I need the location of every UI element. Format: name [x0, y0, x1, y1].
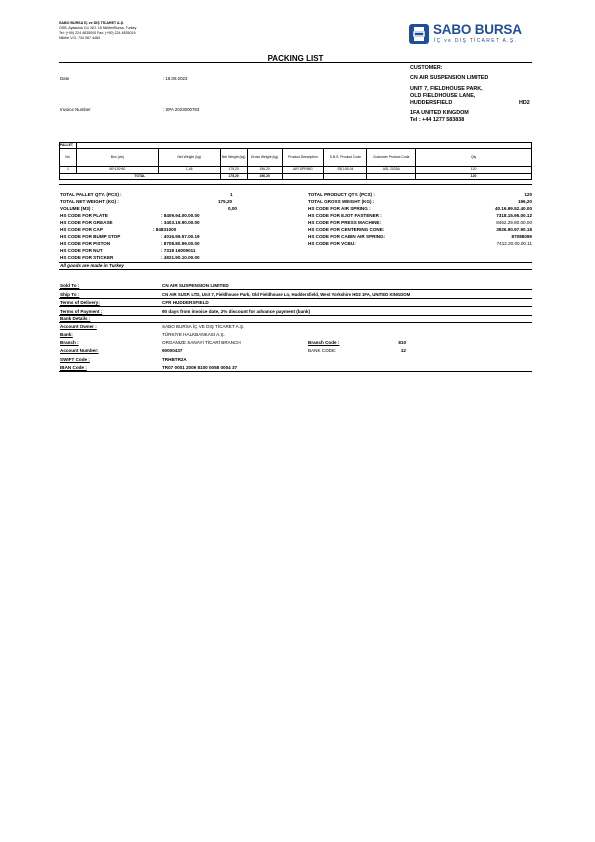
sabo-logo [408, 21, 534, 47]
date-value: : 18.09.2023 [163, 76, 188, 81]
cell-gross-weight: 196,20 [247, 167, 282, 174]
customer-name: CN AIR SUSPENSION LIMITED [410, 75, 489, 81]
branch-code-label: Branch Code : [308, 340, 340, 345]
branch-code-value: 810 [398, 340, 406, 345]
sold-to-label: Sold To : [60, 283, 80, 288]
hs-plate-value: : 8409.94.00.00.00 [161, 213, 200, 218]
bank-details-label: Bank Details : [60, 316, 91, 321]
total-label: TOTAL [60, 174, 221, 180]
cell-product-description: AIR SPRING [282, 167, 324, 174]
ship-to-label: Ship To : [60, 292, 80, 297]
table-row [60, 167, 532, 174]
hs-air-spring-value: 40.16.99.52.40.00 [494, 206, 532, 211]
swift-value: TRHBTR2A [162, 357, 187, 362]
iban-value: TR07 0001 2009 8100 0058 0004 37 [162, 365, 238, 370]
volume-value: 0,00 [228, 206, 237, 211]
product-qty-label: TOTAL PRODUCT QTY. (PCS) : [308, 192, 375, 197]
hs-ejot-label: HS CODE FOR EJOT FASTENER : [308, 213, 382, 218]
cell-net-weight: 175,20 [220, 167, 247, 174]
account-number-value: 90000437 [162, 348, 183, 353]
total-qty: 120 [416, 174, 532, 180]
sold-to-value: CN AIR SUSPENSION LIMITED [162, 283, 229, 288]
hs-sticker-value: : 4821.90.10.00.00 [161, 255, 200, 260]
payment-terms-value: 90 days from invoice date, 2% discount for advance payment (bank) [162, 309, 311, 314]
hs-ejot-value: 7318.15.95.00.12 [496, 213, 532, 218]
bank-code-value: 12 [400, 348, 406, 353]
total-gross: 196,20 [247, 174, 282, 180]
account-owner-value: SABO BURSA İÇ VE DIŞ TİCARET A.Ş. [162, 324, 245, 329]
cell-sbs-code: SB 105-04 [324, 167, 367, 174]
delivery-terms-label: Terms of Delivery: [60, 300, 100, 305]
iban-label: IBAN Code : [60, 365, 87, 370]
hs-cabin-value: 87088099 [511, 234, 532, 239]
branch-label: Branch : [60, 340, 79, 345]
invoice-value: : SPA 2023000783 [163, 107, 200, 112]
gross-weight-value: 196,20 [517, 199, 532, 204]
customer-postcode: HD2 [519, 100, 530, 106]
net-weight-label: TOTAL NET WEIGHT (KG) : [60, 199, 119, 204]
origin-note: All goods are made in Turkey [60, 263, 124, 268]
customer-heading: CUSTOMER: [410, 65, 443, 71]
cell-box: 80*120*60 [76, 167, 158, 174]
total-net: 175,20 [220, 174, 247, 180]
payment-terms-label: Terms of Payment : [60, 309, 103, 314]
hs-cap-value: : 84831000 [153, 227, 177, 232]
company-name: SABO BURSA İÇ ve DIŞ TİCARET A.Ş. [59, 21, 125, 25]
invoice-label: Invoice Number [60, 107, 91, 112]
customer-tel: Tel : +44 1277 583838 [410, 117, 465, 123]
net-weight-value: 175,20 [218, 199, 233, 204]
header-qty: Qty [416, 149, 532, 167]
customer-address-line3: HUDDERSFIELD [410, 100, 453, 106]
header-no: No. [60, 149, 77, 167]
hs-press-value: 8462.29.80.00.00 [496, 220, 532, 225]
hs-grease-value: : 3403.19.90.00.00 [161, 220, 200, 225]
product-qty-value: 120 [524, 192, 532, 197]
header-net-weight-unit: Net Weight (kg) [158, 149, 220, 167]
title-divider [59, 62, 532, 63]
cell-qty: 120 [416, 167, 532, 174]
date-label: Date [60, 76, 70, 81]
header-product-description: Product Description [282, 149, 324, 167]
delivery-terms-value: CFR HUDDERSFIELD [162, 300, 209, 305]
hs-bump-stop-value: : 4016.99.57.00.19 [161, 234, 200, 239]
header-customer-code: Customer Product Code [367, 149, 416, 167]
company-address: OSB, Ayasuluk Cd. NO: 16 Nilüfer/Bursa, Turkey [59, 26, 137, 30]
customer-address-line1: UNIT 7, FIELDHOUSE PARK, [410, 86, 483, 92]
customer-address-line4: 1FA UNITED KINGDOM [410, 110, 469, 116]
table-total-row [60, 174, 532, 180]
account-number-label: Account Number: [60, 348, 99, 353]
volume-label: VOLUME (M3) : [60, 206, 94, 211]
hs-centering-label: HS CODE FOR CENTERING CONE: [308, 227, 385, 232]
hs-piston-label: HS CODE FOR PISTON [60, 241, 111, 246]
hs-air-spring-label: HS CODE FOR AIR SPRING : [308, 206, 371, 211]
header-sbs-code: S.B.S. Product Code [324, 149, 367, 167]
swift-label: SWIFT Code : [60, 357, 90, 362]
bank-value: TÜRKİYE HALKBANKASI A.Ş. [162, 332, 225, 337]
logo-brand: SABO BURSA [433, 22, 522, 37]
packing-table [59, 142, 532, 180]
logo-mark-icon [408, 23, 430, 45]
hs-sticker-label: HS CODE FOR STICKER [60, 255, 114, 260]
pallet-label: PALLET [60, 143, 77, 149]
hs-nut-value: : 7318 16009011 [161, 248, 196, 253]
hs-press-label: HS CODE FOR PRESS MACHINE: [308, 220, 381, 225]
page-title: PACKING LIST [267, 54, 324, 63]
customer-address-line2: OLD FIELDHOUSE LANE, [410, 93, 476, 99]
header-box: Box (vw) [76, 149, 158, 167]
cell-customer-code: ASL 2025A [367, 167, 416, 174]
account-owner-label: Account Owner : [60, 324, 97, 329]
company-tax: Nilüfer V.D. 734 067 4484 [59, 36, 101, 40]
gross-weight-label: TOTAL GROSS WEIGHT (KG) : [308, 199, 375, 204]
cell-net-weight-unit: 1,46 [158, 167, 220, 174]
hs-piston-value: : 8708.80.99.00.00 [161, 241, 200, 246]
pallet-qty-value: 1 [230, 192, 233, 197]
logo-tagline: İÇ ve DIŞ TİCARET A.Ş. [434, 38, 518, 44]
hs-plate-label: HS CODE FOR PLATE [60, 213, 108, 218]
cell-no: 1 [60, 167, 77, 174]
hs-bump-stop-label: HS CODE FOR BUMP STOP [60, 234, 121, 239]
hs-grease-label: HS CODE FOR GREASE [60, 220, 113, 225]
branch-value: ORGANIZE SANAYİ TİCARİ BRANCH [162, 340, 241, 345]
header-net-weight: Net Weight (kg) [220, 149, 247, 167]
hs-nut-label: HS CODE FOR NUT [60, 248, 103, 253]
ship-to-value: CN AIR SUSP. LTD, Unit 7, Fieldhouse Park, Old Fieldhouse Ln, Huddersfield, West Yorkshire HD2 1FA, UNITED KINGDOM [162, 292, 411, 297]
company-phone: Tel: (+90) 224 4835000 Fax: (+90) 224 4835019 [59, 31, 136, 35]
hs-vcbu-value: 7412.20.00.00.11 [496, 241, 532, 246]
header-gross-weight: Gross Weight (kg) [247, 149, 282, 167]
bank-label: Bank: [60, 332, 73, 337]
table-header-row [60, 149, 532, 167]
hs-vcbu-label: HS CODE FOR VCBU: [308, 241, 356, 246]
hs-cabin-label: HS CODE FOR CABIN AIR SPRING: [308, 234, 386, 239]
pallet-qty-label: TOTAL PALLET QTY. (PCS) : [60, 192, 122, 197]
hs-centering-value: 3926.90.97.90.18 [496, 227, 532, 232]
hs-cap-label: HS CODE FOR CAP [60, 227, 103, 232]
bank-code-label: BANK CODE: [308, 348, 337, 353]
